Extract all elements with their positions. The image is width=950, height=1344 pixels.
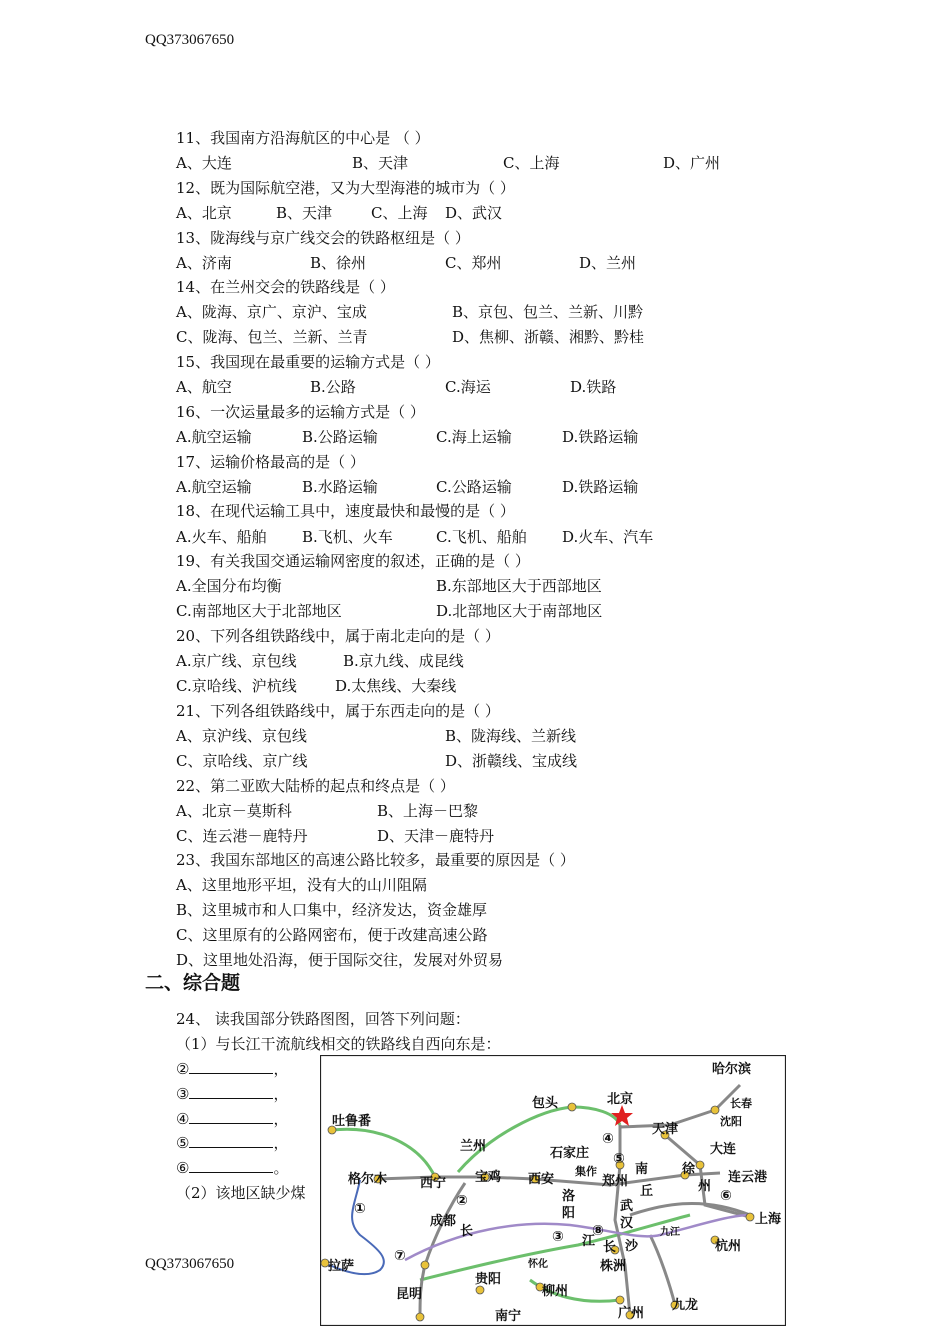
city-label: 贵阳 — [475, 1272, 502, 1287]
option-22a: A、北京－莫斯科 — [176, 802, 292, 820]
city-label: 吐鲁番 — [332, 1114, 372, 1129]
option-23c: C、这里原有的公路网密布，便于改建高速公路 — [176, 926, 488, 944]
question-13: 13、陇海线与京广线交会的铁路枢纽是（ ） — [176, 229, 470, 247]
station-dot — [711, 1106, 719, 1114]
option-14a: A、陇海、京广、京沪、宝成 — [176, 303, 367, 321]
option-15a: A、航空 — [176, 378, 232, 396]
question-24-title: 24、 读我国部分铁路图图，回答下列问题： — [176, 1010, 470, 1028]
option-22d: D、天津－鹿特丹 — [377, 827, 495, 845]
city-label: 九江 — [660, 1227, 680, 1238]
city-label: 沈阳 — [720, 1115, 742, 1128]
city-label: 南宁 — [495, 1309, 522, 1324]
station-dot — [416, 1313, 424, 1321]
city-label: 连云港 — [728, 1170, 768, 1185]
city-label: 长春 — [730, 1097, 752, 1110]
railway-map — [320, 1055, 786, 1326]
station-dot — [476, 1286, 484, 1294]
question-20: 20、下列各组铁路线中，属于南北走向的是（ ） — [176, 627, 500, 645]
option-20d: D.太焦线、大秦线 — [335, 677, 457, 695]
city-label: 长 — [460, 1224, 474, 1239]
question-17: 17、运输价格最高的是（ ） — [176, 453, 365, 471]
question-14: 14、在兰州交会的铁路线是（ ） — [176, 278, 395, 296]
city-label: 集作 — [575, 1165, 597, 1178]
city-label: 阳 — [562, 1206, 576, 1221]
city-label: 九龙 — [672, 1298, 699, 1313]
option-19d: D.北部地区大于南部地区 — [436, 602, 603, 620]
question-16: 16、一次运量最多的运输方式是（ ） — [176, 403, 425, 421]
city-label: 汉 — [620, 1216, 634, 1231]
option-21c: C、京哈线、京广线 — [176, 752, 308, 770]
city-label: 西宁 — [420, 1176, 447, 1191]
option-22c: C、连云港－鹿特丹 — [176, 827, 308, 845]
option-13a: A、济南 — [176, 254, 232, 272]
option-12d: D、武汉 — [445, 204, 503, 222]
station-dot — [696, 1161, 704, 1169]
city-label: 株洲 — [600, 1259, 627, 1274]
station-dot — [421, 1261, 429, 1269]
option-17d: D.铁路运输 — [562, 478, 639, 496]
option-21d: D、浙赣线、宝成线 — [445, 752, 578, 770]
option-18d: D.火车、汽车 — [562, 528, 654, 546]
option-23a: A、这里地形平坦，没有大的山川阻隔 — [176, 876, 427, 894]
question-15: 15、我国现在最重要的运输方式是（ ） — [176, 353, 440, 371]
option-19c: C.南部地区大于北部地区 — [176, 602, 342, 620]
station-dot — [568, 1103, 576, 1111]
city-label: 洛 — [562, 1189, 576, 1204]
option-14d: D、焦柳、浙赣、湘黔、黔桂 — [452, 328, 645, 346]
option-16a: A.航空运输 — [176, 428, 252, 446]
option-23d: D、这里地处沿海，便于国际交往，发展对外贸易 — [176, 951, 504, 969]
city-label: 西安 — [528, 1172, 555, 1187]
city-label: 北京 — [607, 1092, 634, 1107]
question-22: 22、第二亚欧大陆桥的起点和终点是（ ） — [176, 777, 455, 795]
city-label: 兰州 — [460, 1139, 487, 1154]
question-12: 12、既为国际航空港，又为大型海港的城市为（ ） — [176, 179, 515, 197]
option-19a: A.全国分布均衡 — [176, 577, 282, 595]
answer-blank-3[interactable]: ③ ， — [176, 1085, 289, 1103]
option-23b: B、这里城市和人口集中，经济发达，资金雄厚 — [176, 901, 488, 919]
city-label: 宝鸡 — [475, 1170, 502, 1185]
city-label: 大连 — [710, 1142, 737, 1157]
marker-6: ⑥ — [720, 1188, 732, 1204]
option-16d: D.铁路运输 — [562, 428, 639, 446]
option-17a: A.航空运输 — [176, 478, 252, 496]
marker-2: ② — [456, 1193, 468, 1209]
answer-blank-6[interactable]: ⑥ 。 — [176, 1159, 289, 1177]
station-dot — [746, 1213, 754, 1221]
city-label: 郑州 — [602, 1174, 629, 1189]
city-label: 杭州 — [715, 1239, 742, 1254]
option-20a: A.京广线、京包线 — [176, 652, 297, 670]
city-label: 上海 — [755, 1212, 782, 1227]
marker-1: ① — [354, 1201, 366, 1217]
option-18c: C.飞机、船舶 — [436, 528, 527, 546]
city-label: 长 — [603, 1240, 617, 1255]
city-label: 怀化 — [528, 1259, 548, 1270]
option-13c: C、郑州 — [445, 254, 502, 272]
page-footer: QQ373067650 — [145, 1256, 235, 1272]
option-11c: C、上海 — [503, 154, 560, 172]
option-15d: D.铁路 — [570, 378, 617, 396]
option-11b: B、天津 — [352, 154, 409, 172]
city-label: 沙 — [625, 1239, 639, 1254]
answer-blank-4[interactable]: ④ ， — [176, 1110, 289, 1128]
station-dot — [616, 1296, 624, 1304]
city-label: 武 — [620, 1199, 634, 1214]
option-11d: D、广州 — [663, 154, 721, 172]
city-label: 昆明 — [396, 1287, 423, 1302]
section-2-title: 二、综合题 — [145, 972, 241, 994]
city-label: 徐 — [682, 1162, 696, 1177]
city-label: 柳州 — [542, 1284, 569, 1299]
option-14b: B、京包、包兰、兰新、川黔 — [452, 303, 644, 321]
city-label: 成都 — [430, 1214, 457, 1229]
option-12a: A、北京 — [176, 204, 232, 222]
marker-4: ④ — [602, 1131, 614, 1147]
page-header: QQ373067650 — [145, 32, 235, 48]
marker-7: ⑦ — [394, 1248, 406, 1264]
option-18a: A.火车、船舶 — [176, 528, 267, 546]
option-15b: B.公路 — [310, 378, 356, 396]
question-21: 21、下列各组铁路线中，属于东西走向的是（ ） — [176, 702, 500, 720]
option-16c: C.海上运输 — [436, 428, 512, 446]
option-22b: B、上海－巴黎 — [377, 802, 479, 820]
option-13d: D、兰州 — [579, 254, 637, 272]
option-17c: C.公路运输 — [436, 478, 512, 496]
option-16b: B.公路运输 — [302, 428, 378, 446]
option-20c: C.京哈线、沪杭线 — [176, 677, 297, 695]
option-14c: C、陇海、包兰、兰新、兰青 — [176, 328, 368, 346]
city-label: 石家庄 — [550, 1146, 590, 1161]
city-label: 州 — [698, 1179, 712, 1194]
marker-8: ⑧ — [592, 1223, 604, 1239]
option-17b: B.水路运输 — [302, 478, 378, 496]
marker-5: ⑤ — [613, 1151, 625, 1167]
city-label: 丘 — [640, 1184, 654, 1199]
option-21b: B、陇海线、兰新线 — [445, 727, 577, 745]
question-23: 23、我国东部地区的高速公路比较多，最重要的原因是（ ） — [176, 851, 575, 869]
city-label: 哈尔滨 — [712, 1062, 752, 1077]
city-label: 天津 — [652, 1122, 679, 1137]
option-18b: B.飞机、火车 — [302, 528, 393, 546]
option-21a: A、京沪线、京包线 — [176, 727, 307, 745]
option-11a: A、大连 — [176, 154, 232, 172]
city-label: 广州 — [618, 1306, 645, 1321]
question-24-sub1: （1）与长江干流航线相交的铁路线自西向东是： — [176, 1035, 501, 1053]
question-18: 18、在现代运输工具中，速度最快和最慢的是（ ） — [176, 502, 515, 520]
option-13b: B、徐州 — [310, 254, 367, 272]
option-12c: C、上海 — [371, 204, 428, 222]
city-label: 包头 — [532, 1096, 559, 1111]
city-label: 南 — [635, 1162, 649, 1177]
question-19: 19、有关我国交通运输网密度的叙述，正确的是（ ） — [176, 552, 530, 570]
marker-3: ③ — [552, 1229, 564, 1245]
question-11: 11、我国南方沿海航区的中心是 （ ） — [176, 129, 430, 147]
city-label: 格尔木 — [348, 1172, 388, 1187]
answer-blank-5[interactable]: ⑤ ， — [176, 1134, 289, 1152]
option-12b: B、天津 — [276, 204, 333, 222]
city-label: 拉萨 — [328, 1259, 355, 1274]
answer-blank-2[interactable]: ② ， — [176, 1060, 289, 1078]
option-19b: B.东部地区大于西部地区 — [436, 577, 602, 595]
city-label: 江 — [582, 1234, 596, 1249]
question-24-sub2: （2）该地区缺少煤 — [176, 1184, 306, 1202]
option-15c: C.海运 — [445, 378, 491, 396]
option-20b: B.京九线、成昆线 — [343, 652, 464, 670]
